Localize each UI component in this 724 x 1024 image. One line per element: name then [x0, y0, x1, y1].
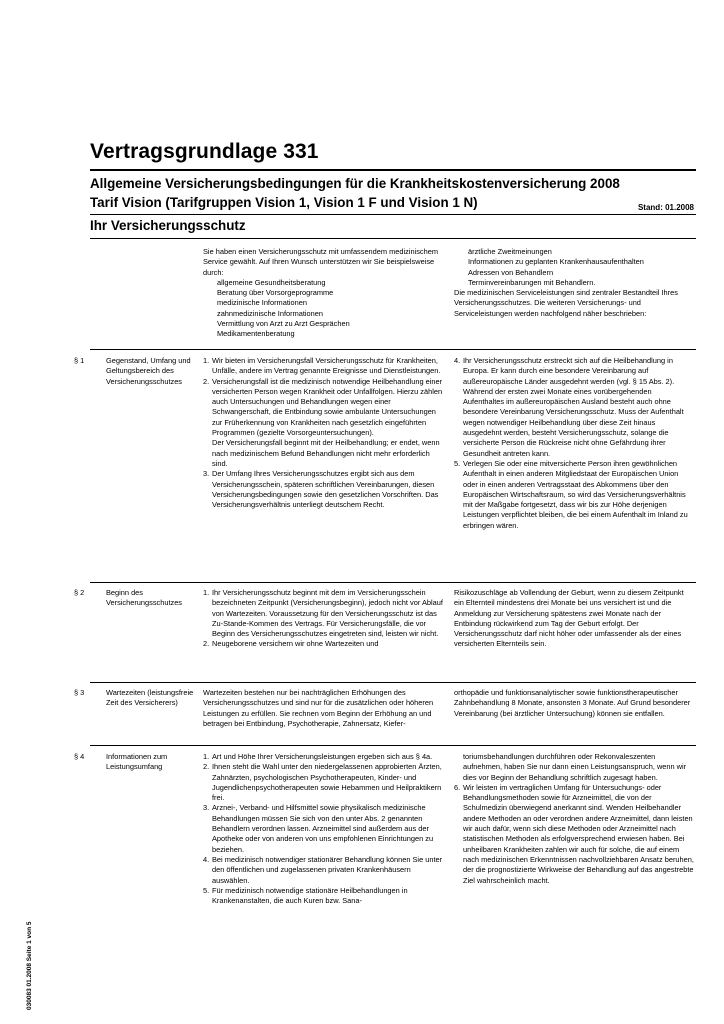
item-text: Ihr Versicherungsschutz erstreckt sich auf die Heilbehandlung in Europa. Er kann durch eine besondere Vereinbarung auf außereuropäische Länder ausgedehnt werden (vgl. § 15 Abs. 2). Während der ersten zwei Monate eines vorübergehenden Aufenthaltes im außereuropäischen Ausland besteht auch ohne besondere Vereinbarung Versicherungsschutz. Muss der Aufenthalt wegen notwendiger Heilbehandlung über diese Zeit hinaus ausgedehnt werden, besteht Versicherungsschutz, solange die versicherte Person die Rückreise nicht ohne Gefährdung ihrer Gesundheit antreten kann. — [463, 356, 684, 458]
item-number: 5. — [454, 458, 461, 468]
list-item — [203, 356, 443, 377]
intro-item: medizinische Informationen — [217, 298, 307, 308]
list-item — [203, 886, 443, 907]
item-number: 2. — [203, 376, 210, 386]
list-item — [203, 762, 443, 803]
section-1-right — [454, 356, 694, 531]
section-title: Beginn des Versicherungsschutzes — [106, 588, 182, 608]
section-number: § 4 — [74, 752, 85, 761]
list-item — [454, 783, 694, 886]
intro-left — [203, 247, 443, 340]
side-reference — [26, 860, 38, 1010]
section-rule — [90, 682, 696, 683]
tariff-rule — [90, 214, 696, 215]
list-item — [454, 459, 694, 531]
item-number: 2. — [203, 639, 210, 649]
item-number: 5. — [203, 885, 210, 895]
document-subtitle: Allgemeine Versicherungsbedingungen für die Krankheitskostenversicherung 2008 — [90, 176, 620, 191]
item-text: Arznei-, Verband- und Hilfsmittel sowie physikalisch medizinische Behandlungen müssen Sie sich von den unter Abs. 2 genannten Behandlern verordnen lassen. Arzneimittel sind außerdem aus der Apotheke oder von anderen von uns empfohlenen Einrichtungen zu beziehen. — [212, 803, 434, 854]
section-title: Gegenstand, Umfang und Geltungsbereich des Versicherungsschutzes — [106, 356, 191, 386]
intro-item: zahnmedizinische Informationen — [217, 308, 323, 318]
stand-date: Stand: 01.2008 — [637, 203, 694, 212]
list-item — [454, 356, 694, 459]
section-4-left — [203, 752, 443, 906]
section-1-heading — [74, 356, 198, 387]
list-item — [203, 639, 443, 649]
section-rule — [90, 349, 696, 350]
list-item — [203, 469, 443, 510]
item-number: 1. — [203, 752, 210, 761]
section-heading: Ihr Versicherungsschutz — [90, 218, 246, 233]
heading-rule — [90, 238, 696, 239]
item-text: Versicherungsfall ist die medizinisch notwendige Heilbehandlung einer versicherten Person wegen Krankheit oder Unfallfolgen. Hierzu zählen auch Untersuchungen und Behandlungen wegen einer Schwangerschaft, die Entbindung sowie ambulante Untersuchungen zur Früherkennung von Krankheiten nach gesetzlich eingeführten Programmen (gezielte Vorsorgeuntersuchungen). — [212, 376, 443, 438]
item-text: Wir leisten im vertraglichen Umfang für Untersuchungs- oder Behandlungsmethoden sowie für Arzneimittel, die von der Schulmedizin überwiegend anerkannt sind. Wenden Heilbehandler andere Methoden an oder verordnen andere Arzneimittel, dann leisten wir auch dafür, wenn sich diese Methoden oder Arzneimittel nach statistischen Methoden als erfolgversprechend erwiesen haben. Bei unheilbaren Krankheiten zahlen wir auch für solche, die auf einem nach medizinischen Erkenntnissen nachvollziehbaren Ansatz beruhen, der die prognostizierte Wirkweise der Behandlung auf das angestrebte Ziel wahrscheinlich macht. — [463, 782, 694, 885]
item-text: Art und Höhe Ihrer Versicherungsleistungen ergeben sich aus § 4a. — [212, 752, 433, 761]
intro-right — [454, 247, 694, 319]
item-text: Ihnen steht die Wahl unter den niedergelassenen approbierten Ärzten, Zahnärzten, psychologischen Psychotherapeuten, Kinder- und Jugendlichenpsychotherapeuten sowie Hebammen und Heilpraktikern frei. — [212, 762, 442, 803]
intro-item: Vermittlung von Arzt zu Arzt Gesprächen — [217, 319, 350, 329]
section-paragraph: Wartezeiten bestehen nur bei nachträglichen Erhöhungen des Versicherungsschutzes und sind nur für die zusätzlichen oder höheren Leistungen zu erfüllen. Sie rechnen vom Beginn der Erhöhung an und betragen bei Entbindung, Psychotherapie, Zahnersatz, Kiefer- — [203, 688, 434, 728]
section-2-left — [203, 588, 443, 650]
list-item — [203, 855, 443, 886]
intro-item: Medikamentenberatung — [217, 329, 295, 339]
item-text: Wir bieten im Versicherungsfall Versicherungsschutz für Krankheiten, Unfälle, andere im Vertrag genannte Ereignisse und Dienstleistungen. — [212, 356, 441, 376]
item-text: Bei medizinisch notwendiger stationärer Behandlung können Sie unter den öffentlichen und zugelassenen privaten Krankenhäusern auswählen. — [212, 854, 443, 885]
list-item — [203, 377, 443, 470]
section-4-heading — [74, 752, 198, 773]
section-rule — [90, 745, 696, 746]
item-text: Neugeborene versichern wir ohne Wartezeiten und — [212, 639, 379, 649]
section-4-right — [454, 752, 694, 886]
title-rule — [90, 169, 696, 171]
section-3-right — [454, 688, 694, 719]
side-reference-text: 030083 01.2008 Seite 1 von 5 — [26, 921, 33, 1010]
item-number: 1. — [203, 356, 210, 365]
item-text: Der Umfang Ihres Versicherungsschutzes ergibt sich aus dem Versicherungsschein, späteren schriftlichen Vereinbarungen, diesen Versicherungsbedingungen sowie den gesetzlichen Vorschriften. Das Versicherungsverhältnis unterliegt deutschem Recht. — [212, 469, 439, 510]
section-number: § 2 — [74, 588, 85, 597]
section-1-left — [203, 356, 443, 510]
intro-item: Informationen zu geplanten Krankenhausaufenthalten — [468, 257, 644, 267]
intro-item: ärztliche Zweitmeinungen — [468, 247, 552, 256]
section-2-right — [454, 588, 694, 650]
item-text: Der Versicherungsfall beginnt mit der Heilbehandlung; er endet, wenn nach medizinischem Befund Behandlungen nicht mehr erforderlich sind. — [212, 438, 440, 468]
item-number: 4. — [454, 356, 461, 365]
item-number: 2. — [203, 762, 210, 772]
item-number: 6. — [454, 782, 461, 792]
intro-item: Terminvereinbarungen mit Behandlern. — [468, 277, 596, 287]
intro-item: Adressen von Behandlern — [468, 267, 554, 277]
document-title: Vertragsgrundlage 331 — [90, 140, 319, 163]
item-number: 3. — [203, 469, 210, 479]
section-title: Wartezeiten (leistungsfreie Zeit des Versicherers) — [106, 688, 194, 708]
item-text: Ihr Versicherungsschutz beginnt mit dem im Versicherungsschein bezeichneten Zeitpunkt (Versicherungsbeginn), jedoch nicht vor Ablauf von Wartezeiten. Voraussetzung für den Versicherungsschutz ist das Zu-Stande-Kommen des Vertrags. Für Versicherungsfälle, die vor Beginn des Versicherungsschutzes eingetreten sind, leisten wir nicht. — [212, 588, 443, 639]
section-number: § 1 — [74, 356, 85, 365]
section-title: Informationen zum Leistungsumfang — [106, 752, 168, 772]
item-number: 3. — [203, 803, 210, 813]
section-paragraph: Risikozuschläge ab Vollendung der Geburt, wenn zu diesem Zeitpunkt ein Elternteil mindestens drei Monate bei uns versichert ist und die Anmeldung zur Versicherung spätestens zwei Monate nach der Entbindung rückwirkend zum Tag der Geburt erfolgt. Der Versicherungsschutz darf nicht höher oder umfassender als der eines versicherten Elternteils sein. — [454, 588, 684, 649]
section-2-heading — [74, 588, 198, 609]
item-number: 1. — [203, 588, 210, 597]
tariff-line: Tarif Vision (Tarifgruppen Vision 1, Vision 1 F und Vision 1 N) — [90, 195, 478, 210]
section-3-left — [203, 688, 443, 729]
list-item — [203, 588, 443, 639]
list-item — [203, 803, 443, 854]
list-item — [203, 752, 443, 762]
section-3-heading — [74, 688, 198, 709]
section-paragraph: toriumsbehandlungen durchführen oder Rekonvaleszenten aufnehmen, haben Sie nur dann einen Leistungsanspruch, wenn wir dies vor Beginn der Behandlung schriftlich zugesagt haben. — [463, 752, 687, 782]
item-number: 4. — [203, 854, 210, 864]
intro-paragraph: Sie haben einen Versicherungsschutz mit umfassendem medizinischem Service gewählt. Auf Ihren Wunsch unterstützen wir Sie beispielsweise durch: — [203, 247, 438, 277]
section-rule — [90, 582, 696, 583]
intro-item: Beratung über Vorsorgeprogramme — [217, 288, 334, 298]
item-text: Verlegen Sie oder eine mitversicherte Person ihren gewöhnlichen Aufenthalt in einen anderen Mitgliedstaat der Europäischen Union oder in einen anderen Vertragsstaat des Abkommens über den Europäischen Wirtschaftsraum, so wird das Versicherungsverhältnis mit der Maßgabe fortgesetzt, dass wir bis zur Höhe derjenigen Leistungen verpflichtet bleiben, die bei einem Aufenthalt im Inland zu erbringen wären. — [463, 458, 688, 530]
section-number: § 3 — [74, 688, 85, 697]
section-paragraph: orthopädie und funktionsanalytischer sowie funktionstherapeutischer Zahnbehandlung 8 Monate, ansonsten 3 Monate. Auf Grund besonderer Vereinbarung (bei ärztlicher Untersuchung) können sie entfallen. — [454, 688, 691, 718]
item-text: Für medizinisch notwendige stationäre Heilbehandlungen in Krankenanstalten, die auch Kuren bzw. Sana- — [212, 885, 408, 906]
intro-paragraph: Die medizinischen Serviceleistungen sind zentraler Bestandteil Ihres Versicherungsschutzes. Die weiteren Versicherungs- und Serviceleistungen werden nachfolgend näher beschrieben: — [454, 288, 678, 318]
intro-item: allgemeine Gesundheitsberatung — [217, 277, 326, 287]
